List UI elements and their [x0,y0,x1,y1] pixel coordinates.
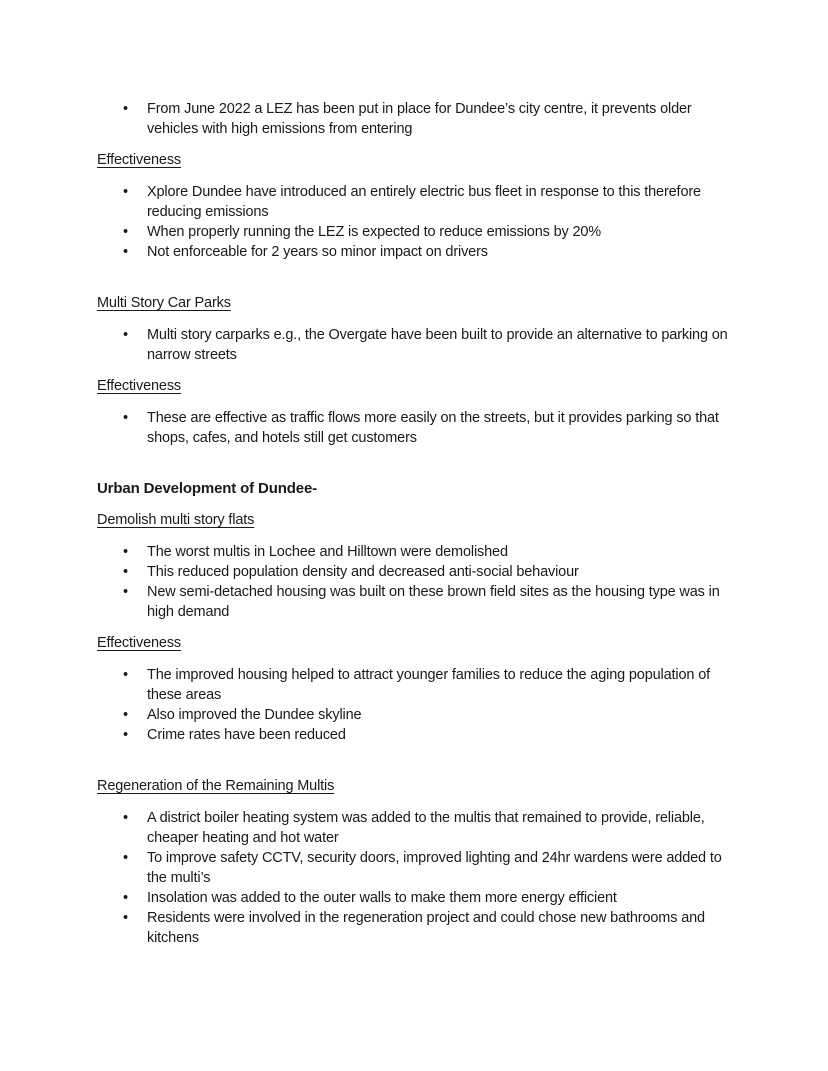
heading-urban-development: Urban Development of Dundee- [97,480,317,497]
car-parks-effectiveness-bullet-list [97,408,731,448]
section-lez [97,99,731,262]
bullet-item: • Insolation was added to the outer walls to make them more energy efficient [97,888,731,908]
demolish-bullet-list [97,542,731,622]
bullet-item: • New semi-detached housing was built on these brown field sites as the housing type was in high demand [97,582,731,622]
regeneration-bullet-list [97,808,731,948]
bullet-item: • When properly running the LEZ is expected to reduce emissions by 20% [97,222,731,242]
heading-effectiveness-lez: Effectiveness [97,152,182,168]
bullet-item: • This reduced population density and decreased anti-social behaviour [97,562,731,582]
heading-demolish-multi-story-flats: Demolish multi story flats [97,512,255,528]
car-parks-intro-bullet-list [97,325,731,365]
section-urban-development [97,479,731,948]
demolish-effectiveness-bullet-list [97,665,731,745]
heading-effectiveness-car-parks: Effectiveness [97,378,182,394]
bullet-item: • To improve safety CCTV, security doors, improved lighting and 24hr wardens were added to the multi’s [97,848,731,888]
bullet-item: • From June 2022 a LEZ has been put in place for Dundee’s city centre, it prevents older vehicles with high emissions from entering [97,99,731,139]
bullet-item: • These are effective as traffic flows more easily on the streets, but it provides parking so that shops, cafes, and hotels still get customers [97,408,731,448]
bullet-item: • Xplore Dundee have introduced an entirely electric bus fleet in response to this therefore reducing emissions [97,182,731,222]
bullet-item: • A district boiler heating system was added to the multis that remained to provide, reliable, cheaper heating and hot water [97,808,731,848]
bullet-item: • Residents were involved in the regeneration project and could chose new bathrooms and kitchens [97,908,731,948]
section-car-parks [97,293,731,448]
bullet-item: • The improved housing helped to attract younger families to reduce the aging population of these areas [97,665,731,705]
bullet-item: • Also improved the Dundee skyline [97,705,731,725]
bullet-item: • Multi story carparks e.g., the Overgate have been built to provide an alternative to parking on narrow streets [97,325,731,365]
heading-multi-story-car-parks: Multi Story Car Parks [97,295,231,311]
lez-intro-bullet-list [97,99,731,139]
heading-effectiveness-demolish: Effectiveness [97,635,182,651]
lez-effectiveness-bullet-list [97,182,731,262]
bullet-item: • Crime rates have been reduced [97,725,731,745]
bullet-item: • The worst multis in Lochee and Hilltown were demolished [97,542,731,562]
bullet-item: • Not enforceable for 2 years so minor impact on drivers [97,242,731,262]
heading-regeneration-remaining-multis: Regeneration of the Remaining Multis [97,778,335,794]
